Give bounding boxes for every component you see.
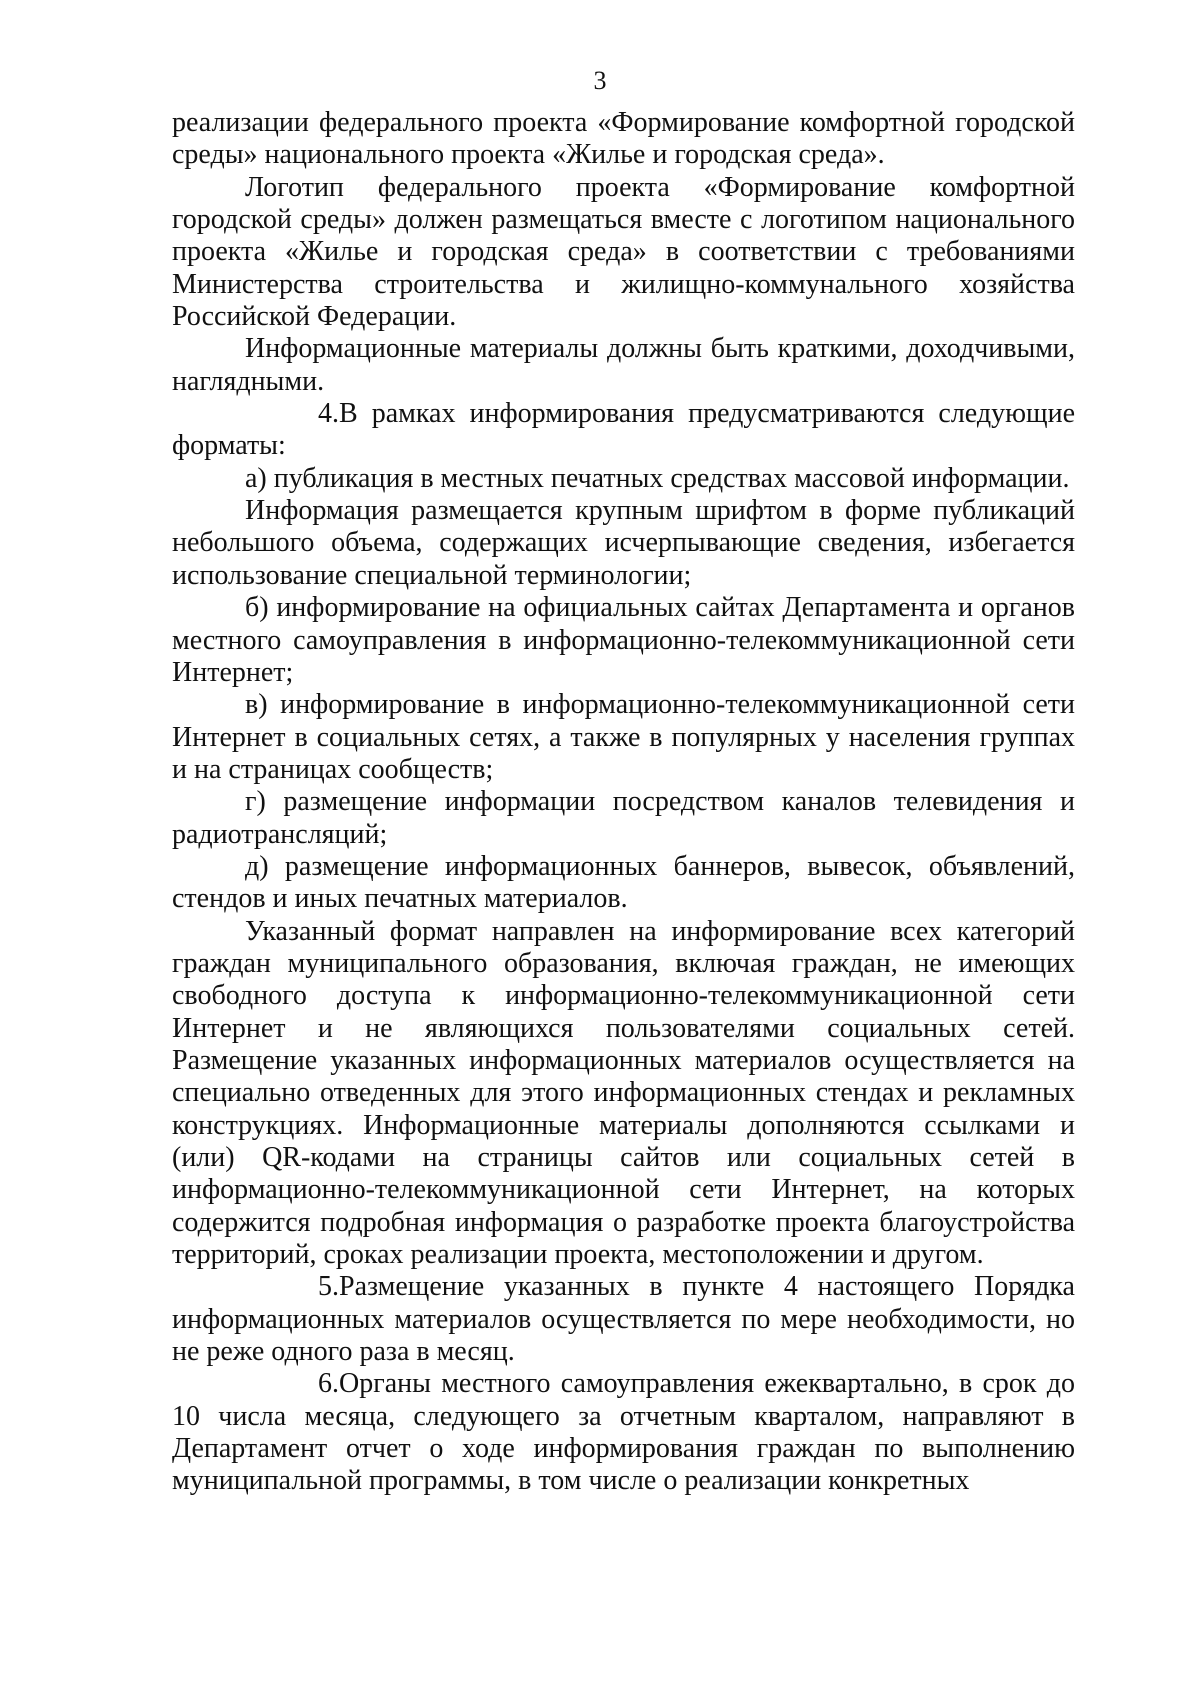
paragraph-subitem-a: а) публикация в местных печатных средствах массовой информации. — [245, 462, 1070, 494]
paragraph-subitem-b: б) информирование на официальных сайтах Департамента и органов местного самоуправления в информационно-телекоммуникационной сети Интернет; — [172, 592, 1075, 688]
paragraph-print-info: Информация размещается крупным шрифтом в форме публикаций небольшого объема, содержащих исчерпывающие сведения, избегается использование специальной терминологии; — [172, 495, 1075, 591]
paragraph-item-4 — [172, 398, 1075, 463]
document-body — [172, 107, 1075, 1498]
item-5-text: Размещение указанных в пункте 4 настоящего Порядка информационных материалов осуществляется по мере необходимости, но не реже одного раза в месяц. — [172, 1271, 1075, 1368]
paragraph-subitem-d: д) размещение информационных баннеров, вывесок, объявлений, стендов и иных печатных материалов. — [172, 850, 1075, 915]
item-number-6: 6. — [318, 1368, 339, 1400]
paragraph-materials-style: Информационные материалы должны быть краткими, доходчивыми, наглядными. — [172, 333, 1075, 397]
page-number: 3 — [593, 66, 607, 95]
paragraph-format-description: Указанный формат направлен на информирование всех категорий граждан муниципального образования, включая граждан, не имеющих свободного доступа к информационно-телекоммуникационной сети Интернет и не являющихся пользователями социальных сетей. Размещение указанных информационных материалов осуществляется на специально отведенных для этого информационных стендах и рекламных конструкциях. Информационные материалы дополняются ссылками и (или) QR-кодами на страницы сайтов или социальных сетей в информационно-телекоммуникационной сети Интернет, на которых содержится подробная информация о разработке проекта благоустройства территорий, сроках реализации проекта, местоположении и другом. — [172, 915, 1075, 1271]
paragraph-subitem-v: в) информирование в информационно-телекоммуникационной сети Интернет в социальных сетях, а также в популярных у населения группах и на страницах сообществ; — [172, 689, 1075, 785]
paragraph-item-6 — [172, 1368, 1075, 1497]
item-number-5: 5. — [318, 1271, 339, 1303]
item-number-4: 4. — [318, 398, 339, 430]
paragraph-item-5 — [172, 1271, 1075, 1368]
paragraph-subitem-g: г) размещение информации посредством каналов телевидения и радиотрансляций; — [172, 786, 1075, 850]
paragraph-logo-requirements: Логотип федерального проекта «Формирование комфортной городской среды» должен размещаться вместе с логотипом национального проекта «Жилье и городская среда» в соответствии с требованиями Министерства строительства и жилищно-коммунального хозяйства Российской Федерации. — [172, 171, 1075, 333]
item-4-text: В рамках информирования предусматриваются следующие форматы: — [172, 398, 1075, 462]
item-6-text: Органы местного самоуправления ежеквартально, в срок до 10 числа месяца, следующего за отчетным кварталом, направляют в Департамент отчет о ходе информирования граждан по выполнению муниципальной программы, в том числе о реализации конкретных — [172, 1368, 1075, 1497]
paragraph-continuation: реализации федерального проекта «Формирование комфортной городской среды» национального проекта «Жилье и городская среда». — [172, 107, 1075, 171]
